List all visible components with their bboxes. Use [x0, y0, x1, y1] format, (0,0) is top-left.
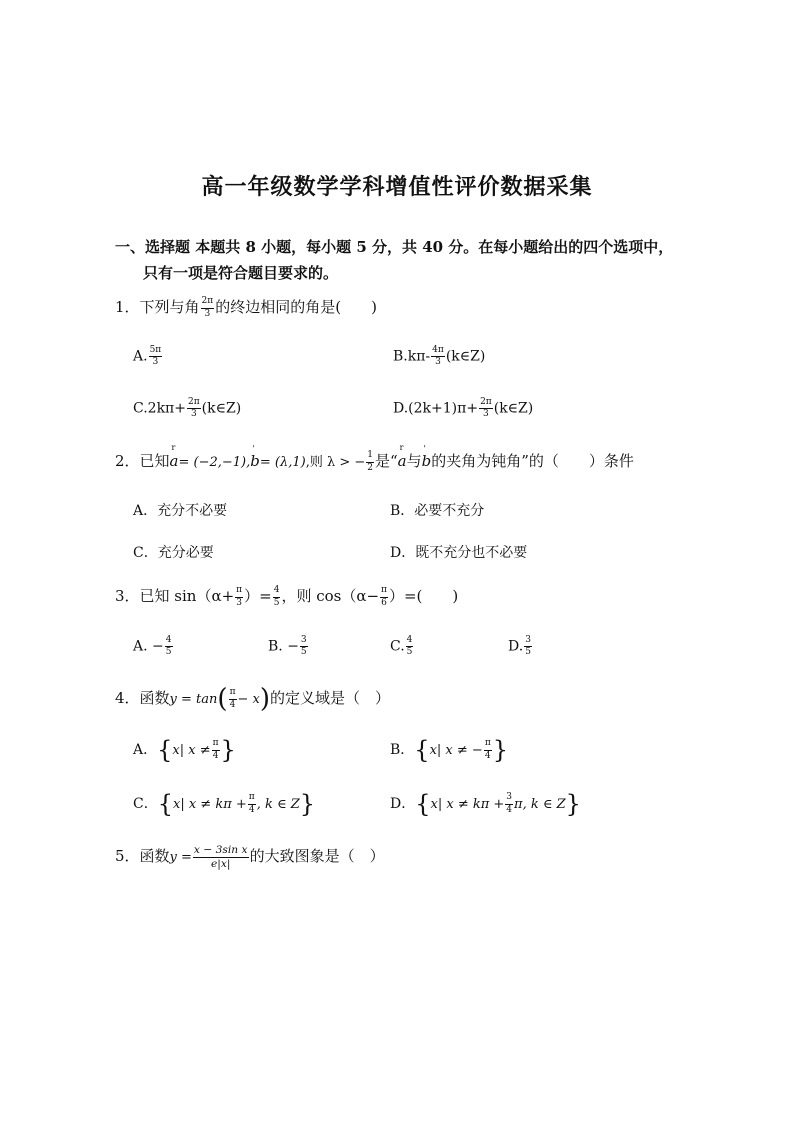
q1-option-a[interactable]: A. $\frac{5\pi}{3}$ [133, 345, 162, 368]
q3-option-a[interactable]: A. − $\frac{4}{5}$ [133, 635, 172, 658]
q1-prefix: 1．下列与角 [115, 298, 200, 316]
q3-option-c[interactable]: C. $\frac{4}{5}$ [390, 635, 413, 658]
question-5: 5．函数y = $\frac{\text{x − 3sin x}}{e|x|}$ 的大致图象是（ ） [115, 843, 385, 870]
question-3: 3．已知 sin（α+ $\frac{\pi}{3}$ ）= $\frac{4}{5}$ ，则 cos（α− $\frac{\pi}{6}$ ）=( ) [115, 585, 459, 608]
q1-angle-fraction: $\frac{2\pi}{3}$ [201, 296, 214, 319]
q1-suffix: 的终边相同的角是( ) [215, 298, 377, 316]
q2-option-d[interactable]: D．既不充分也不必要 [390, 545, 528, 561]
q4-option-d[interactable]: D．{x| x ≠ kπ + $\frac{3}{4}$ π, k ∈ Z} [390, 790, 581, 818]
q2-option-c[interactable]: C．充分必要 [133, 545, 214, 561]
question-1 [115, 296, 377, 319]
page-title: 高一年级数学学科增值性评价数据采集 [201, 174, 593, 200]
q2-option-a[interactable]: A．充分不必要 [133, 503, 228, 519]
q4-option-b[interactable]: B．{x| x ≠ − $\frac{\pi}{4}$ } [390, 736, 509, 764]
question-4: 4．函数y = tan( $\frac{\pi}{4}$ − x)的定义域是（ ） [115, 684, 391, 714]
q1-option-d[interactable]: D.(2k+1)π+ $\frac{2\pi}{3}$ (k∈Z) [393, 397, 534, 420]
q1-option-c[interactable]: C.2kπ+ $\frac{2\pi}{3}$ (k∈Z) [133, 397, 242, 420]
section-header-line2: 只有一项是符合题目要求的。 [143, 264, 339, 282]
q3-option-b[interactable]: B. − $\frac{3}{5}$ [268, 635, 307, 658]
q2-option-b[interactable]: B．必要不充分 [390, 503, 485, 519]
q4-option-a[interactable]: A．{x| x ≠ $\frac{\pi}{4}$ } [133, 736, 236, 764]
q3-option-d[interactable]: D. $\frac{3}{5}$ [508, 635, 531, 658]
question-2: 2．已知r a= (−2,−1),' b= (λ,1),则 λ > − $\frac{1}{2}$ 是“r a与' b的夹角为钝角”的（ ）条件 [115, 450, 634, 473]
section-header-line1: 一、选择题 本题共 8 小题，每小题 5 分，共 40 分。在每小题给出的四个选项中， [115, 238, 674, 256]
q1-option-b[interactable]: B.kπ- $\frac{4\pi}{3}$ (k∈Z) [393, 345, 486, 368]
q4-option-c[interactable]: C．{x| x ≠ kπ + $\frac{\pi}{4}$ , k ∈ Z} [133, 790, 316, 818]
